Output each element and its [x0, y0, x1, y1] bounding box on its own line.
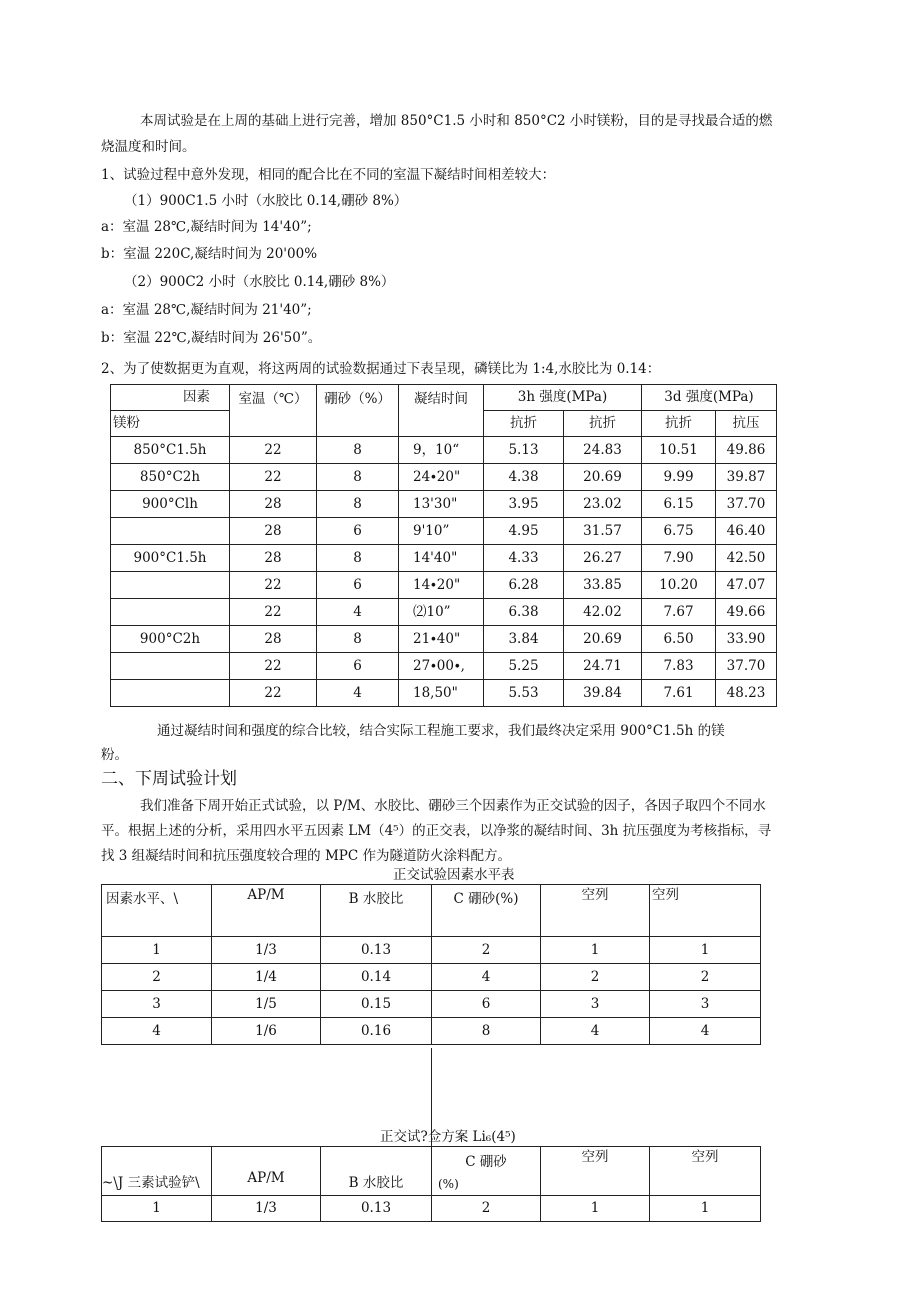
- borax-cell: 8: [317, 545, 399, 572]
- water-binder-cell: 0.16: [321, 1018, 432, 1045]
- flexural-3h-2-cell: 26.27: [564, 545, 642, 572]
- plan-heading: 二、下周试验计划: [101, 769, 237, 789]
- flexural-3h-cell: 4.38: [484, 464, 564, 491]
- set-time-cell: 24∙20": [399, 464, 484, 491]
- results-table: [110, 384, 777, 707]
- results-body: [111, 437, 777, 707]
- case2-a: a：室温 28℃,凝结时间为 21'40”;: [101, 302, 312, 318]
- mg-powder-cell: 900°Clh: [111, 491, 230, 518]
- room-temp-cell: 22: [230, 653, 317, 680]
- table-row: [102, 937, 761, 964]
- borax-cell: 6: [317, 572, 399, 599]
- t3-header-water-binder: B 水胶比: [321, 1147, 432, 1196]
- intro-line-1: 本周试验是在上周的基础上进行完善，增加 850°C1.5 小时和 850°C2 小时镁粉，目的是寻找最合适的燃: [140, 113, 773, 129]
- t2-header-water-binder: B 水胶比: [321, 885, 432, 937]
- table-row: [111, 545, 777, 572]
- flexural-3h-cell: 5.25: [484, 653, 564, 680]
- header-3d-strength: 3d 强度(MPa): [642, 385, 777, 411]
- flexural-3d-cell: 10.51: [642, 437, 716, 464]
- compressive-3d-cell: 49.86: [716, 437, 777, 464]
- case1-title: （1）900C1.5 小时（水胶比 0.14,硼砂 8%）: [124, 193, 408, 209]
- empty-col-2-cell: 4: [650, 1018, 761, 1045]
- factor-level-table: [101, 884, 761, 1045]
- table-row: [111, 464, 777, 491]
- compressive-3d-cell: 37.70: [716, 653, 777, 680]
- intro-line-2: 烧温度和时间。: [101, 139, 196, 155]
- compressive-3d-cell: 37.70: [716, 491, 777, 518]
- mg-powder-cell: [111, 599, 230, 626]
- plan-paragraph-2: 平。根据上述的分析，采用四水平五因素 LM（4⁵）的正交表，以净浆的凝结时间、3h 抗压强度为考核指标，寻: [101, 823, 772, 839]
- mg-powder-cell: 850°C1.5h: [111, 437, 230, 464]
- flexural-3h-cell: 6.38: [484, 599, 564, 626]
- borax-cell: 2: [432, 1196, 541, 1222]
- header-factor: 因素: [111, 385, 230, 411]
- table-row: [111, 599, 777, 626]
- orthogonal-scheme-table: [101, 1146, 761, 1222]
- conclusion-line-2: 粉。: [101, 747, 128, 763]
- table-row: [111, 680, 777, 707]
- plan-paragraph-1: 我们准备下周开始正式试验，以 P/M、水胶比、硼砂三个因素作为正交试验的因子，各因子取四个不同水: [140, 798, 766, 814]
- plan-paragraph-3: 找 3 组凝结时间和抗压强度较合理的 MPC 作为隧道防火涂料配方。: [101, 848, 511, 864]
- t3-header-borax-unit: (%): [438, 1177, 459, 1191]
- section1-heading: 1、试验过程中意外发现，相同的配合比在不同的室温下凝结时间相差较大：: [101, 167, 556, 183]
- empty-col-2-cell: 1: [650, 937, 761, 964]
- table-row: [102, 1196, 761, 1222]
- t2-header-ap-m: AP/M: [212, 885, 321, 937]
- ap-m-cell: 1/3: [212, 1196, 321, 1222]
- mg-powder-cell: 900°C1.5h: [111, 545, 230, 572]
- header-borax: 硼砂（%）: [317, 385, 399, 437]
- table-row: [111, 626, 777, 653]
- empty-col-1-cell: 2: [541, 964, 650, 991]
- header-3h-strength: 3h 强度(MPa): [484, 385, 642, 411]
- borax-cell: 4: [317, 599, 399, 626]
- borax-cell: 8: [317, 626, 399, 653]
- room-temp-cell: 22: [230, 599, 317, 626]
- borax-cell: 2: [432, 937, 541, 964]
- t3-header-borax: [432, 1147, 541, 1196]
- flexural-3d-cell: 10.20: [642, 572, 716, 599]
- t2-body: [102, 937, 761, 1045]
- set-time-cell: 13'30": [399, 491, 484, 518]
- table-row: [111, 653, 777, 680]
- t3-header-factor-trial: ~\J 三素试验铲\: [102, 1147, 212, 1196]
- case2-b: b：室温 22℃,凝结时间为 26'50”。: [101, 330, 322, 346]
- room-temp-cell: 22: [230, 680, 317, 707]
- table-row: [111, 518, 777, 545]
- header-flexural-1: 抗折: [484, 411, 564, 437]
- t2-header-empty-2: 空列: [650, 885, 761, 937]
- empty-col-1-cell: 1: [541, 1196, 650, 1222]
- mg-powder-cell: [111, 572, 230, 599]
- mg-powder-cell: [111, 680, 230, 707]
- table-row: [102, 1018, 761, 1045]
- flexural-3h-2-cell: 33.85: [564, 572, 642, 599]
- level-cell: 3: [102, 991, 212, 1018]
- level-cell: 2: [102, 964, 212, 991]
- t2-header-factor-level: 因素水平、\: [102, 885, 212, 937]
- flexural-3h-cell: 5.13: [484, 437, 564, 464]
- flexural-3h-2-cell: 20.69: [564, 626, 642, 653]
- flexural-3d-cell: 7.61: [642, 680, 716, 707]
- flexural-3d-cell: 6.15: [642, 491, 716, 518]
- flexural-3d-cell: 7.83: [642, 653, 716, 680]
- borax-cell: 6: [432, 991, 541, 1018]
- table-row: [102, 964, 761, 991]
- set-time-cell: 18,50": [399, 680, 484, 707]
- flexural-3h-cell: 3.95: [484, 491, 564, 518]
- table-row: [111, 491, 777, 518]
- borax-cell: 6: [317, 653, 399, 680]
- t2-header-empty-1: 空列: [541, 885, 650, 937]
- water-binder-cell: 0.15: [321, 991, 432, 1018]
- empty-col-1-cell: 1: [541, 937, 650, 964]
- flexural-3d-cell: 7.90: [642, 545, 716, 572]
- t3-header-empty-2: 空列: [650, 1147, 761, 1196]
- case1-b: b：室温 220C,凝结时间为 20'00%: [101, 246, 318, 262]
- borax-cell: 6: [317, 518, 399, 545]
- trial-cell: 1: [102, 1196, 212, 1222]
- section2-heading: 2、为了使数据更为直观，将这两周的试验数据通过下表呈现，磷镁比为 1:4,水胶比为 0.14：: [101, 361, 661, 377]
- t2-header-borax: C 硼砂(%): [432, 885, 541, 937]
- set-time-cell: 9'10”: [399, 518, 484, 545]
- water-binder-cell: 0.13: [321, 937, 432, 964]
- orthogonal-scheme-caption: 正交试?佥方案 Li₆(4⁵): [380, 1129, 516, 1145]
- flexural-3d-cell: 6.50: [642, 626, 716, 653]
- flexural-3d-cell: 7.67: [642, 599, 716, 626]
- set-time-cell: 9，10“: [399, 437, 484, 464]
- flexural-3d-cell: 9.99: [642, 464, 716, 491]
- flexural-3d-cell: 6.75: [642, 518, 716, 545]
- compressive-3d-cell: 49.66: [716, 599, 777, 626]
- room-temp-cell: 22: [230, 572, 317, 599]
- set-time-cell: 14'40": [399, 545, 484, 572]
- table-row: [102, 991, 761, 1018]
- table-row: [111, 572, 777, 599]
- ap-m-cell: 1/5: [212, 991, 321, 1018]
- room-temp-cell: 28: [230, 626, 317, 653]
- mg-powder-cell: 850°C2h: [111, 464, 230, 491]
- room-temp-cell: 28: [230, 545, 317, 572]
- flexural-3h-2-cell: 20.69: [564, 464, 642, 491]
- compressive-3d-cell: 46.40: [716, 518, 777, 545]
- t3-body: [102, 1196, 761, 1222]
- borax-cell: 8: [432, 1018, 541, 1045]
- conclusion-line-1: 通过凝结时间和强度的综合比较，结合实际工程施工要求，我们最终决定采用 900°C1.5h 的镁: [157, 723, 725, 739]
- flexural-3h-cell: 3.84: [484, 626, 564, 653]
- header-compressive: 抗压: [716, 411, 777, 437]
- empty-col-1-cell: 4: [541, 1018, 650, 1045]
- level-cell: 1: [102, 937, 212, 964]
- case1-a: a：室温 28℃,凝结时间为 14'40”;: [101, 219, 312, 235]
- flexural-3h-2-cell: 42.02: [564, 599, 642, 626]
- empty-col-2-cell: 1: [650, 1196, 761, 1222]
- header-room-temp: 室温（℃）: [230, 385, 317, 437]
- ap-m-cell: 1/3: [212, 937, 321, 964]
- flexural-3h-2-cell: 39.84: [564, 680, 642, 707]
- t3-header-ap-m: AP/M: [212, 1147, 321, 1196]
- empty-col-1-cell: 3: [541, 991, 650, 1018]
- flexural-3h-2-cell: 23.02: [564, 491, 642, 518]
- empty-col-2-cell: 2: [650, 964, 761, 991]
- room-temp-cell: 22: [230, 464, 317, 491]
- borax-cell: 4: [432, 964, 541, 991]
- mg-powder-cell: [111, 518, 230, 545]
- header-flexural-3: 抗折: [642, 411, 716, 437]
- borax-cell: 8: [317, 437, 399, 464]
- compressive-3d-cell: 42.50: [716, 545, 777, 572]
- flexural-3h-cell: 6.28: [484, 572, 564, 599]
- set-time-cell: 14∙20": [399, 572, 484, 599]
- t3-header-borax-label: C 硼砂: [465, 1154, 507, 1170]
- flexural-3h-cell: 4.95: [484, 518, 564, 545]
- flexural-3h-2-cell: 31.57: [564, 518, 642, 545]
- water-binder-cell: 0.14: [321, 964, 432, 991]
- mg-powder-cell: 900°C2h: [111, 626, 230, 653]
- ap-m-cell: 1/4: [212, 964, 321, 991]
- header-mg-powder: 镁粉: [111, 411, 230, 437]
- flexural-3h-2-cell: 24.71: [564, 653, 642, 680]
- room-temp-cell: 28: [230, 518, 317, 545]
- empty-col-2-cell: 3: [650, 991, 761, 1018]
- t3-header-empty-1: 空列: [541, 1147, 650, 1196]
- factor-level-caption: 正交试验因素水平表: [393, 867, 515, 883]
- compressive-3d-cell: 33.90: [716, 626, 777, 653]
- compressive-3d-cell: 47.07: [716, 572, 777, 599]
- header-flexural-2: 抗折: [564, 411, 642, 437]
- ap-m-cell: 1/6: [212, 1018, 321, 1045]
- mg-powder-cell: [111, 653, 230, 680]
- flexural-3h-2-cell: 24.83: [564, 437, 642, 464]
- room-temp-cell: 28: [230, 491, 317, 518]
- room-temp-cell: 22: [230, 437, 317, 464]
- set-time-cell: 27∙00∙,: [399, 653, 484, 680]
- compressive-3d-cell: 39.87: [716, 464, 777, 491]
- header-set-time: 凝结时间: [399, 385, 484, 437]
- compressive-3d-cell: 48.23: [716, 680, 777, 707]
- flexural-3h-cell: 4.33: [484, 545, 564, 572]
- table-row: [111, 437, 777, 464]
- level-cell: 4: [102, 1018, 212, 1045]
- case2-title: （2）900C2 小时（水胶比 0.14,硼砂 8%）: [124, 274, 395, 290]
- borax-cell: 4: [317, 680, 399, 707]
- borax-cell: 8: [317, 491, 399, 518]
- water-binder-cell: 0.13: [321, 1196, 432, 1222]
- set-time-cell: ⑵10”: [399, 599, 484, 626]
- flexural-3h-cell: 5.53: [484, 680, 564, 707]
- set-time-cell: 21∙40": [399, 626, 484, 653]
- borax-cell: 8: [317, 464, 399, 491]
